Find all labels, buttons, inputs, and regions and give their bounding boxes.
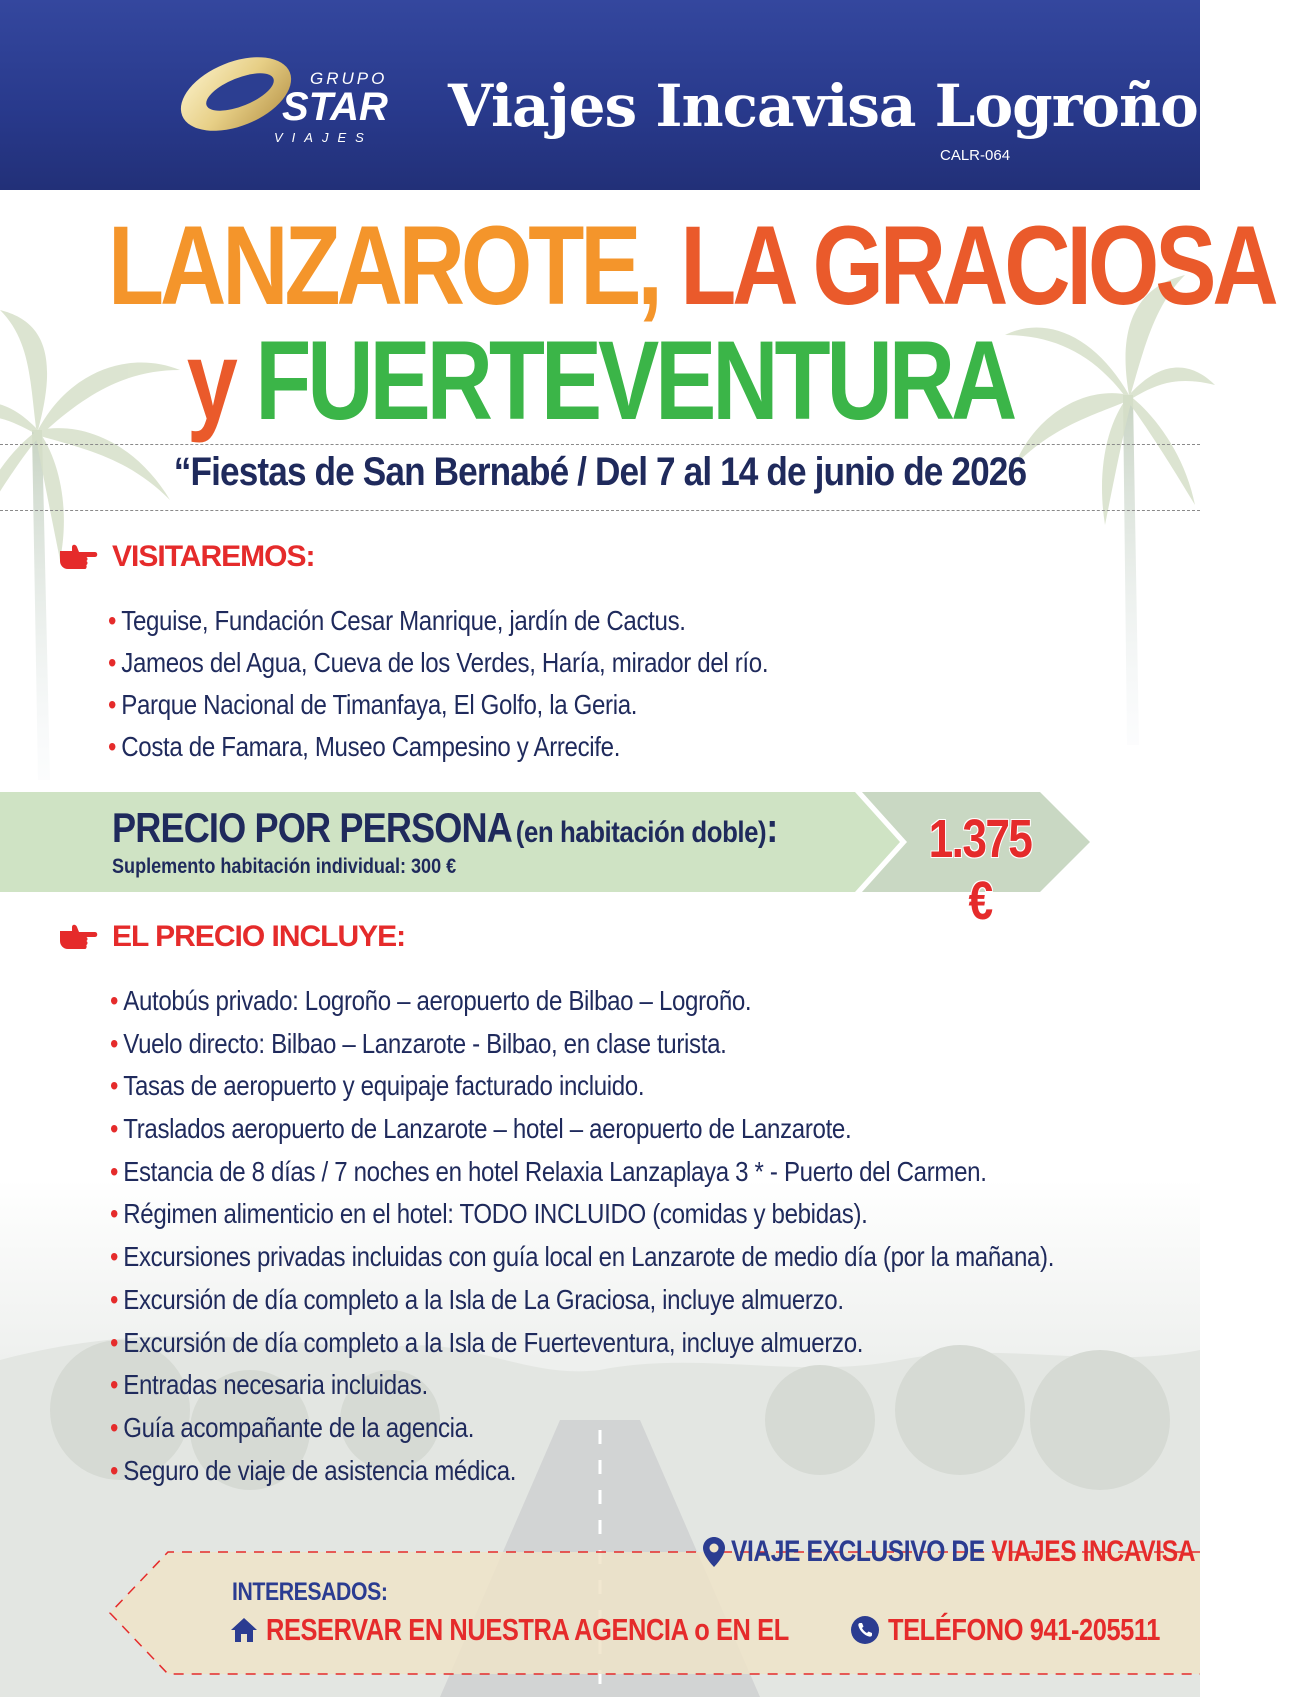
home-icon [230, 1617, 258, 1643]
price-label-qualifier: (en habitación doble) [515, 816, 767, 849]
event-subtitle: “Fiestas de San Bernabé / Del 7 al 14 de junio de 2026 [173, 450, 1027, 494]
includes-heading-text: EL PRECIO INCLUYE: [112, 920, 406, 953]
list-item: • Autobús privado: Logroño – aeropuerto de Bilbao – Logroño. [110, 980, 1054, 1023]
phone-number: TELÉFONO 941-205511 [887, 1612, 1160, 1647]
title-y: y [186, 318, 234, 443]
list-item: • Vuelo directo: Bilbao – Lanzarote - Bilbao, en clase turista. [110, 1023, 1054, 1066]
includes-list [110, 980, 1208, 1492]
pointing-hand-icon [58, 923, 98, 951]
list-item: • Régimen alimenticio en el hotel: TODO INCLUIDO (comidas y bebidas). [110, 1193, 1054, 1236]
visit-heading-text: VISITAREMOS: [112, 540, 315, 573]
main-title-line-1 [108, 203, 1275, 328]
title-la-graciosa: LA GRACIOSA [680, 203, 1275, 328]
main-title-line-2 [108, 318, 1092, 443]
reserve-row [230, 1612, 1219, 1648]
list-item: • Estancia de 8 días / 7 noches en hotel Relaxia Lanzaplaya 3 * - Puerto del Carmen. [110, 1151, 1054, 1194]
phone-icon [850, 1615, 880, 1645]
agency-name: Viajes Incavisa Logroño [448, 72, 1198, 140]
list-item: • Guía acompañante de la agencia. [110, 1407, 1054, 1450]
list-item: • Excursión de día completo a la Isla de Fuerteventura, incluye almuerzo. [110, 1322, 1054, 1365]
exclusive-prefix: VIAJE EXCLUSIVO DE [731, 1535, 985, 1568]
visit-heading [58, 540, 314, 574]
pointing-hand-icon [58, 543, 98, 571]
exclusive-trip-label [703, 1535, 1297, 1569]
list-item: • Entradas necesaria incluidas. [110, 1364, 1054, 1407]
price-label [112, 804, 777, 852]
header-bar [0, 0, 1200, 190]
divider-bottom [0, 510, 1200, 511]
map-pin-icon [703, 1537, 725, 1567]
list-item: • Excursiones privadas incluidas con guía local en Lanzarote de medio día (por la mañana). [110, 1236, 1054, 1279]
divider-top [0, 444, 1200, 445]
includes-heading [58, 920, 405, 954]
interested-label: INTERESADOS: [232, 1578, 388, 1606]
list-item: • Jameos del Agua, Cueva de los Verdes, Haría, mirador del río. [108, 642, 768, 684]
list-item: • Teguise, Fundación Cesar Manrique, jardín de Cactus. [108, 600, 768, 642]
svg-text:GRUPO: GRUPO [310, 69, 388, 88]
price-label-colon: : [766, 804, 778, 851]
list-item: • Costa de Famara, Museo Campesino y Arrecife. [108, 726, 768, 768]
visit-list [108, 600, 876, 768]
list-item: • Seguro de viaje de asistencia médica. [110, 1450, 1054, 1493]
reserve-text: RESERVAR EN NUESTRA AGENCIA o EN EL [266, 1612, 789, 1647]
price-label-main: PRECIO POR PERSONA [112, 804, 512, 851]
list-item: • Parque Nacional de Timanfaya, El Golfo, la Geria. [108, 684, 768, 726]
list-item: • Excursión de día completo a la Isla de La Graciosa, incluye almuerzo. [110, 1279, 1054, 1322]
brochure-code: CALR-064 [940, 147, 1011, 164]
grupo-star-logo [178, 36, 418, 154]
price-value: 1.375 € [928, 809, 1032, 931]
title-lanzarote: LANZAROTE, [108, 203, 659, 328]
list-item: • Tasas de aeropuerto y equipaje facturado incluido. [110, 1065, 1054, 1108]
svg-text:VIAJES: VIAJES [274, 130, 373, 145]
list-item: • Traslados aeropuerto de Lanzarote – hotel – aeropuerto de Lanzarote. [110, 1108, 1054, 1151]
title-fuerteventura: FUERTEVENTURA [255, 318, 1014, 443]
single-room-supplement: Suplemento habitación individual: 300 € [112, 855, 457, 878]
svg-text:STAR: STAR [282, 85, 388, 129]
exclusive-brand: VIAJES INCAVISA [991, 1535, 1196, 1568]
